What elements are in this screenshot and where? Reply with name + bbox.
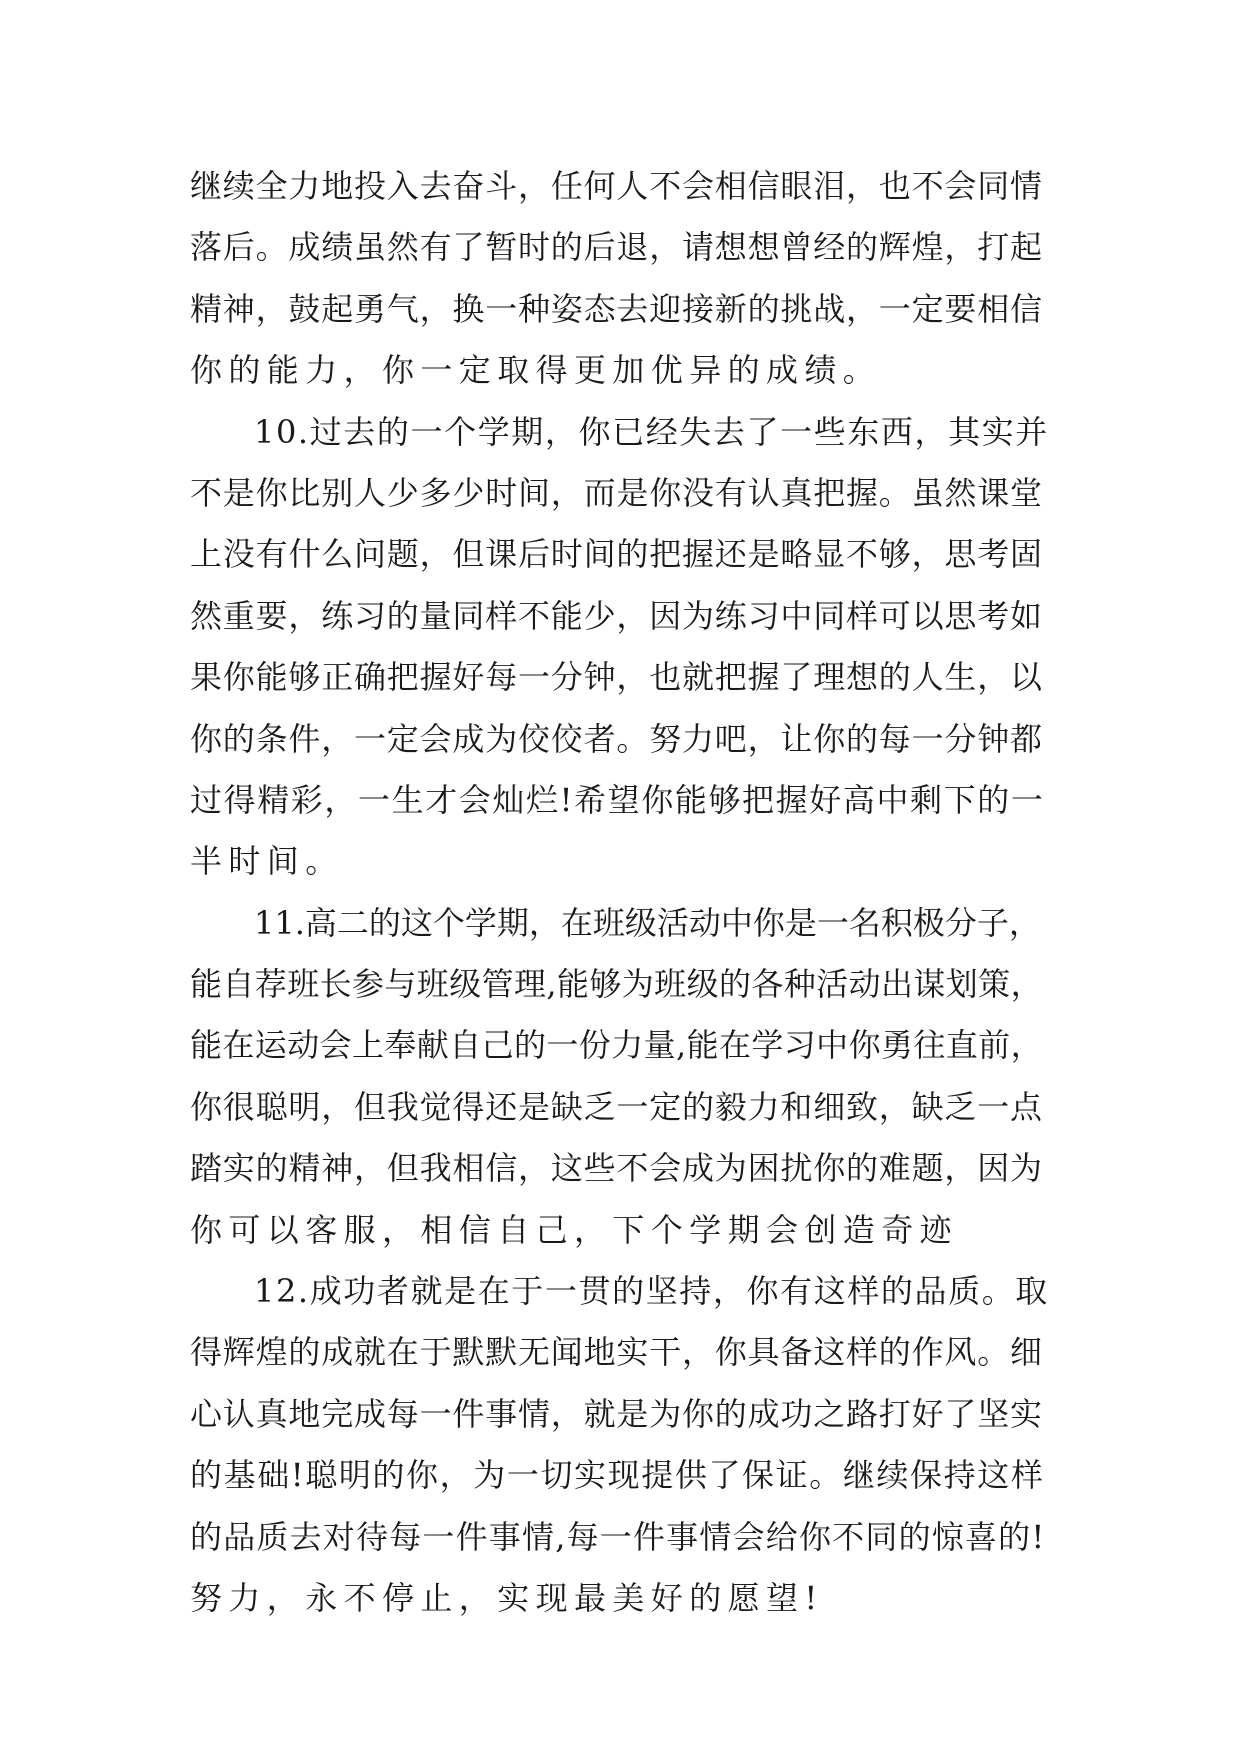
text-line: 你的条件，一定会成为佼佼者。努力吧，让你的每一分钟都: [190, 719, 1043, 758]
text-line: 不是你比别人少多少时间，而是你没有认真把握。虽然课堂: [190, 473, 1043, 512]
paragraph-10-first-line: 10.过去的一个学期，你已经失去了一些东西，其实并: [254, 412, 1049, 451]
paragraph-11-first-line: 11.高二的这个学期，在班级活动中你是一名积极分子，: [254, 903, 1041, 942]
text-line: 半时间。: [190, 842, 344, 881]
text-line: 果你能够正确把握好每一分钟，也就把握了理想的人生，以: [190, 658, 1043, 697]
text-line: 精神，鼓起勇气，换一种姿态去迎接新的挑战，一定要相信: [190, 289, 1043, 328]
text-line: 能在运动会上奉献自己的一份力量,能在学习中你勇往直前，: [190, 1026, 1043, 1065]
text-line: 你可以客服，相信自己，下个学期会创造奇迹: [190, 1210, 959, 1249]
text-line: 得辉煌的成就在于默默无闻地实干，你具备这样的作风。细: [190, 1333, 1043, 1372]
text-line: 过得精彩，一生才会灿烂!希望你能够把握好高中剩下的一: [190, 780, 1045, 819]
paragraph-12-first-line: 12.成功者就是在于一贯的坚持，你有这样的品质。取: [254, 1272, 1049, 1311]
document-body: [190, 156, 1050, 1629]
text-line: 心认真地完成每一件事情，就是为你的成功之路打好了坚实: [190, 1394, 1043, 1433]
text-line: 你的能力，你一定取得更加优异的成绩。: [190, 351, 882, 390]
text-line: 踏实的精神，但我相信，这些不会成为困扰你的难题，因为: [190, 1149, 1043, 1188]
text-line: 然重要，练习的量同样不能少，因为练习中同样可以思考如: [190, 596, 1043, 635]
text-line: 的基础!聪明的你，为一切实现提供了保证。继续保持这样: [190, 1456, 1045, 1495]
text-line: 能自荐班长参与班级管理,能够为班级的各种活动出谋划策，: [190, 965, 1043, 1004]
text-line: 的品质去对待每一件事情,每一件事情会给你不同的惊喜的!: [190, 1517, 1046, 1556]
text-line: 你很聪明，但我觉得还是缺乏一定的毅力和细致，缺乏一点: [190, 1087, 1043, 1126]
text-line: 上没有什么问题，但课后时间的把握还是略显不够，思考固: [190, 535, 1043, 574]
text-line: 落后。成绩虽然有了暂时的后退，请想想曾经的辉煌，打起: [190, 228, 1043, 267]
text-line: 继续全力地投入去奋斗，任何人不会相信眼泪，也不会同情: [190, 167, 1043, 205]
text-line: 努力，永不停止，实现最美好的愿望!: [190, 1578, 824, 1617]
